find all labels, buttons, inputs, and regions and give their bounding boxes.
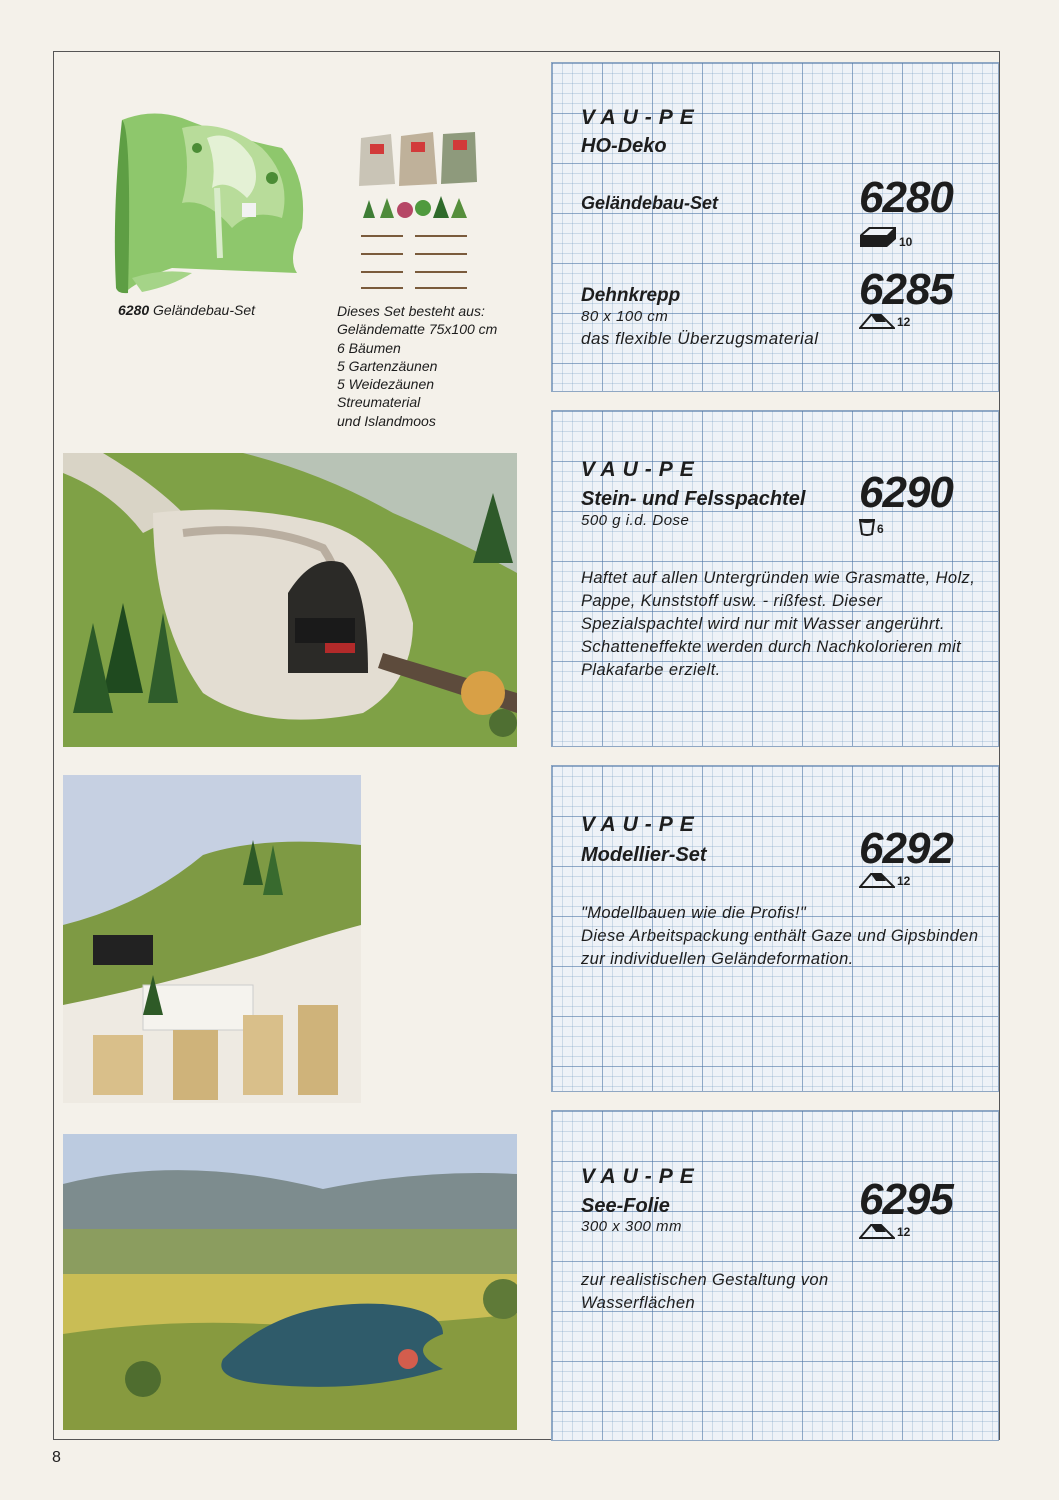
tunnel-photo — [63, 453, 517, 747]
bag-icon — [859, 872, 895, 888]
set-list-line: 6 Bäumen — [337, 339, 401, 356]
product-desc2-6285: das flexible Überzugsmaterial — [581, 329, 819, 348]
pack-count: 12 — [897, 1225, 911, 1239]
terrain-mat-illustration — [112, 108, 312, 298]
bag-icon — [859, 313, 895, 329]
brand-label: VAU-PE — [581, 1165, 701, 1188]
product-quote-6292: "Modellbauen wie die Profis!" — [581, 904, 807, 922]
pack-count: 12 — [897, 315, 911, 329]
pack-info-6292 — [859, 872, 910, 888]
pack-info-6295 — [859, 1223, 910, 1239]
lake-photo — [63, 1134, 517, 1430]
set-list-line: Geländematte 75x100 cm — [337, 321, 498, 338]
product-body-6290: Haftet auf allen Untergründen wie Grasmatte, Holz, Pappe, Kunststoff usw. - rißfest. Dieser Spezialspachtel wird nur mit Wasser angerührt. Schatteneffekte werden durch Nachkolorieren mit Plakafarbe erzielt. — [581, 569, 976, 679]
product-body-6292: Diese Arbeitspackung enthält Gaze und Gipsbinden zur individuellen Geländeformation. — [581, 927, 979, 968]
product-line-title: HO-Deko — [581, 135, 667, 157]
caption-number: 6280 — [118, 302, 150, 318]
set-contents-list — [337, 302, 497, 430]
product-number-6280: 6280 — [859, 173, 953, 222]
pack-info-6285 — [859, 313, 910, 329]
product-name-6285: Dehnkrepp — [581, 285, 681, 306]
pack-count: 6 — [877, 522, 884, 536]
product-name-6290: Stein- und Felsspachtel — [581, 488, 806, 510]
product-number-6290: 6290 — [859, 468, 953, 517]
bag-icon — [859, 1223, 895, 1239]
product-panel-6290 — [551, 410, 999, 747]
product-name-6280: Geländebau-Set — [581, 193, 719, 213]
brand-label: VAU-PE — [581, 813, 701, 836]
product-body-6295: zur realistischen Gestaltung von Wasserflächen — [581, 1271, 829, 1312]
set-list-line: und Islandmoos — [337, 412, 436, 429]
product-panel-hodeko — [551, 62, 999, 392]
set-list-line: Streumaterial — [337, 394, 421, 411]
product-panel-6292 — [551, 765, 999, 1092]
set-contents-illustration — [355, 126, 480, 294]
brand-label: VAU-PE — [581, 458, 701, 481]
product-desc-6290: 500 g i.d. Dose — [581, 512, 690, 529]
product-number-6292: 6292 — [859, 824, 953, 873]
pack-info-6280 — [859, 225, 912, 249]
product-panel-6295 — [551, 1110, 999, 1441]
modelling-photo — [63, 775, 361, 1103]
page-number: 8 — [52, 1449, 61, 1466]
pack-count: 10 — [899, 235, 913, 249]
set-list-line: 5 Weidezäunen — [337, 376, 435, 393]
pack-count: 12 — [897, 874, 911, 888]
set-list-line: Dieses Set besteht aus: — [337, 303, 485, 319]
caption-6280 — [118, 302, 255, 318]
product-name-6295: See-Folie — [581, 1195, 670, 1217]
set-list-line: 5 Gartenzäunen — [337, 357, 438, 374]
product-desc-6295: 300 x 300 mm — [581, 1218, 683, 1235]
product-desc-6285: 80 x 100 cm — [581, 308, 669, 325]
brand-label: VAU-PE — [581, 106, 701, 129]
caption-text: Geländebau-Set — [153, 302, 256, 318]
product-name-6292: Modellier-Set — [581, 844, 707, 866]
product-number-6295: 6295 — [859, 1175, 953, 1224]
pack-info-6290 — [859, 518, 884, 536]
box-icon — [859, 225, 897, 249]
product-number-6285: 6285 — [859, 265, 953, 314]
can-icon — [859, 518, 875, 536]
